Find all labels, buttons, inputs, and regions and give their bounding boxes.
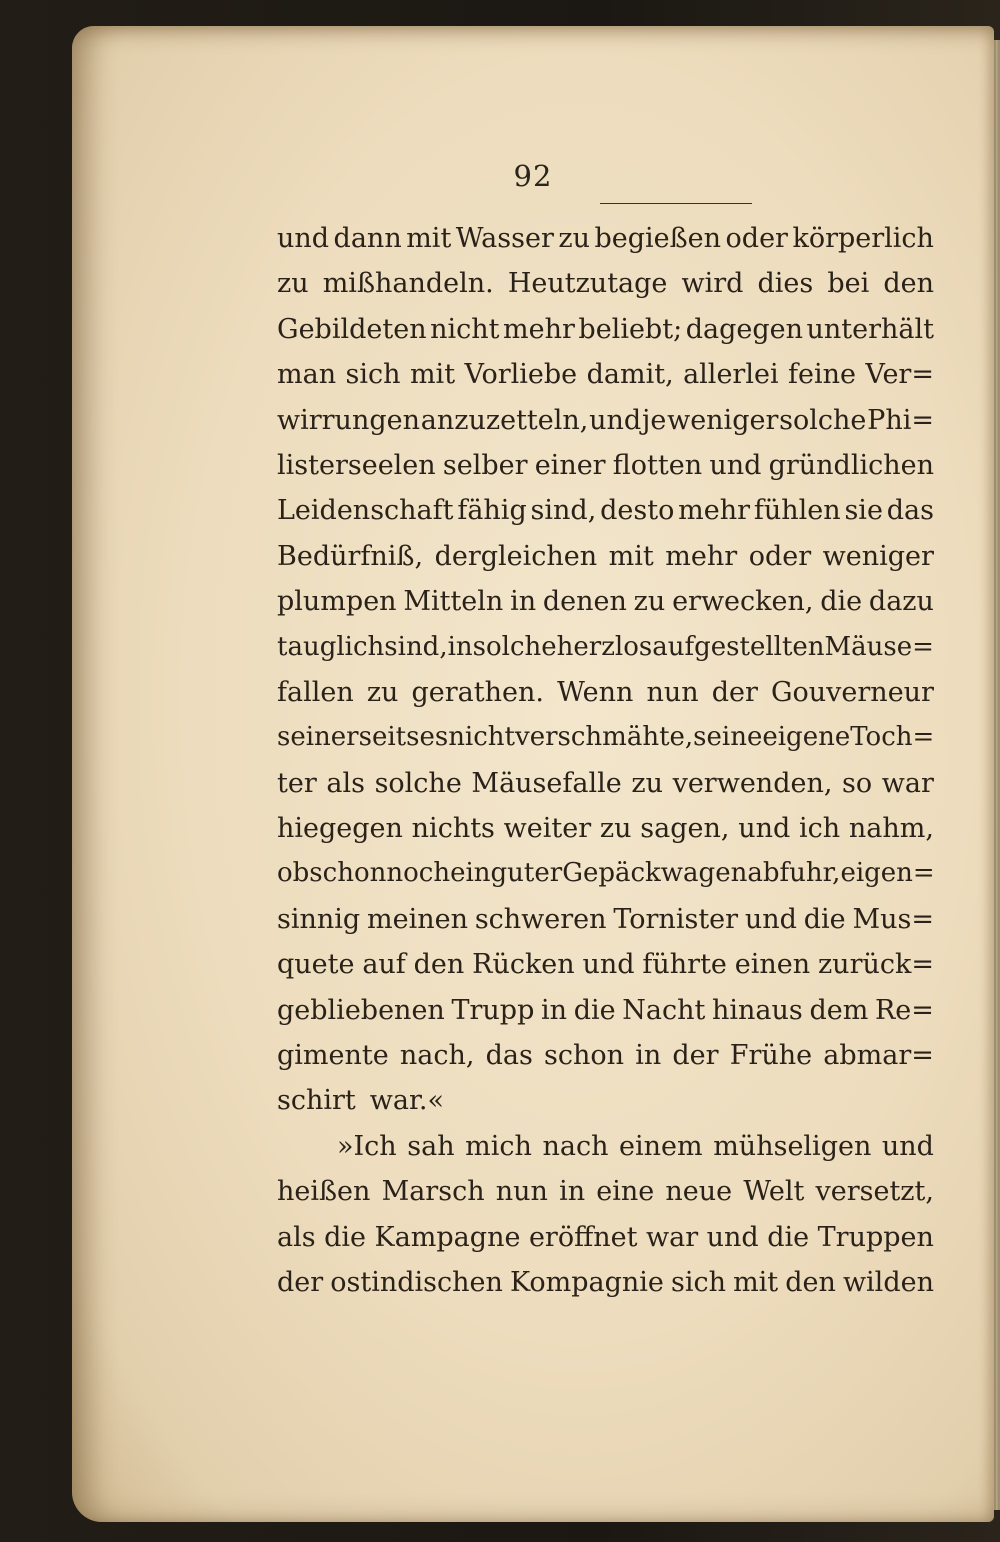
paragraph-end-line — [277, 1078, 934, 1123]
word: der — [277, 1266, 324, 1298]
word: fühlen — [753, 495, 841, 527]
word: zu — [599, 813, 632, 845]
text-line — [277, 261, 934, 306]
word: sie — [844, 495, 883, 527]
word: das — [886, 495, 934, 527]
word: beliebt; — [578, 313, 683, 345]
word: die — [324, 1221, 367, 1253]
word: desto — [600, 495, 675, 527]
word: neue — [665, 1176, 733, 1208]
text-line — [277, 942, 934, 987]
word: weniger — [822, 540, 934, 572]
word: Trupp — [451, 994, 535, 1026]
word: zu — [558, 223, 590, 254]
word: Gebildeten — [277, 313, 427, 345]
word: je — [641, 404, 667, 436]
word: seinerseits — [277, 722, 420, 753]
text-line — [277, 761, 934, 806]
word: als — [277, 1221, 316, 1253]
word: quete — [277, 949, 355, 981]
word: Frühe — [729, 1040, 813, 1072]
word: abfuhr, — [747, 858, 841, 889]
word: fallen — [277, 676, 354, 708]
page-number: 92 — [513, 159, 553, 193]
word: obschon — [277, 858, 387, 889]
word: nach — [542, 1130, 609, 1162]
word: die — [573, 994, 616, 1026]
word: weniger — [667, 404, 779, 436]
word: und — [744, 903, 797, 935]
word: plumpen — [277, 586, 397, 618]
word: Mus= — [852, 903, 934, 935]
text-line — [277, 398, 934, 443]
word: körperlich — [792, 223, 934, 254]
word: ein — [450, 858, 491, 889]
word: zu — [277, 268, 309, 300]
word: sah — [407, 1130, 455, 1162]
word: hiegegen — [277, 813, 403, 845]
word: heißen — [277, 1176, 371, 1208]
word: mehr — [503, 313, 575, 345]
word: fähig — [457, 495, 527, 527]
text-line — [277, 488, 934, 533]
word: solche — [374, 767, 462, 799]
word: ostindischen — [330, 1266, 503, 1298]
word: war — [646, 1221, 699, 1253]
word: weiter — [503, 813, 592, 845]
word: nichts — [411, 813, 495, 845]
word: zu — [633, 586, 666, 618]
word: oder — [725, 223, 788, 254]
word: ich — [799, 813, 841, 845]
word: Heutzutage — [507, 268, 668, 300]
word: eröffnet — [528, 1221, 638, 1253]
word: »Ich — [337, 1130, 397, 1162]
word: so — [842, 767, 873, 799]
word: in — [635, 1040, 662, 1072]
text-line — [277, 352, 934, 397]
word: Kompagnie — [509, 1266, 664, 1298]
word: damit, — [586, 359, 674, 391]
text-line — [277, 216, 934, 261]
word: und — [881, 1130, 934, 1162]
word: einen — [734, 949, 811, 981]
word: nicht — [430, 313, 500, 345]
word: oder — [748, 540, 812, 572]
word: verwenden, — [672, 767, 833, 799]
word: nun — [495, 1176, 548, 1208]
word: dagegen — [685, 313, 803, 345]
word: feine — [788, 359, 856, 391]
word: die — [820, 586, 863, 618]
word: Mäusefalle — [471, 767, 622, 799]
word: wilden — [842, 1266, 934, 1298]
word: den — [883, 268, 934, 300]
word: Wasser — [455, 223, 554, 254]
word: dazu — [868, 586, 934, 618]
text-line — [277, 625, 934, 670]
text-line — [277, 307, 934, 352]
word: Tornister — [613, 903, 739, 935]
word: noch — [386, 858, 451, 889]
word: begießen — [594, 223, 722, 254]
word: tauglich — [277, 631, 385, 662]
word: als — [326, 767, 365, 799]
word: Phi= — [867, 404, 934, 436]
word: der — [672, 1040, 719, 1072]
word: selber — [442, 449, 528, 481]
word: mehr — [678, 495, 751, 527]
word: solche — [779, 404, 867, 436]
word: das — [485, 1040, 533, 1072]
word: unterhält — [806, 313, 934, 345]
word: nicht — [448, 722, 516, 753]
word: denen — [542, 586, 627, 618]
word: den — [785, 1266, 836, 1298]
word: führte — [642, 949, 727, 981]
word: Re= — [874, 994, 934, 1026]
word: und — [582, 949, 635, 981]
word: ter — [277, 767, 317, 799]
word: wirrungen — [277, 404, 420, 436]
word: in — [510, 586, 537, 618]
word: sind, — [384, 631, 448, 662]
word: der — [711, 676, 758, 708]
word: meinen — [367, 903, 468, 935]
word: schweren — [474, 903, 607, 935]
word: bei — [827, 268, 870, 300]
text-line — [277, 897, 934, 942]
word: aufgestellten — [652, 631, 825, 662]
word: zu — [366, 676, 399, 708]
word: gründlichen — [768, 449, 934, 481]
word: Gouverneur — [770, 676, 934, 708]
word: nahm, — [848, 813, 934, 845]
word: sind, — [530, 495, 597, 527]
text-line — [277, 1169, 934, 1214]
text-line — [277, 579, 934, 624]
word: man — [277, 359, 337, 391]
word: gerathen. — [411, 676, 544, 708]
word: Vorliebe — [464, 359, 578, 391]
word: listerseelen — [277, 449, 436, 481]
word: mühseligen — [713, 1130, 872, 1162]
word: Kampagne — [374, 1221, 521, 1253]
text-line — [277, 988, 934, 1033]
word: mit — [608, 540, 654, 572]
word: nun — [646, 676, 699, 708]
word: auf — [362, 949, 406, 981]
word: abmar= — [823, 1040, 934, 1072]
word: und — [709, 449, 762, 481]
word: solche — [472, 631, 557, 662]
word: Leidenschaft — [277, 495, 454, 527]
word: mit — [406, 223, 452, 254]
word: und — [589, 404, 642, 436]
word: Nacht — [622, 994, 706, 1026]
word: verschmähte, — [515, 722, 694, 753]
word: zurück= — [817, 949, 934, 981]
word: Marsch — [381, 1176, 485, 1208]
word: Welt — [743, 1176, 805, 1208]
word: sich — [670, 1266, 726, 1298]
word: erwecken, — [672, 586, 814, 618]
word: Wenn — [557, 676, 634, 708]
text-line — [277, 534, 934, 579]
text-line — [277, 1260, 934, 1305]
text-line — [277, 670, 934, 715]
word: mißhandeln. — [322, 268, 494, 300]
word: gebliebenen — [277, 994, 445, 1026]
word: guter — [490, 858, 563, 889]
paragraph-start-line — [277, 1124, 934, 1169]
text-line — [277, 806, 934, 851]
text-line — [277, 715, 934, 760]
word: Bedürfniß, — [277, 540, 424, 572]
text-line — [277, 443, 934, 488]
word: mich — [465, 1130, 532, 1162]
word: eigen= — [840, 858, 935, 889]
word: Mitteln — [403, 586, 504, 618]
word: mit — [409, 359, 456, 391]
word: Rücken — [472, 949, 575, 981]
word: mit — [733, 1266, 779, 1298]
word: und — [277, 223, 330, 254]
word: Ver= — [865, 359, 934, 391]
word: nach, — [399, 1040, 475, 1072]
word: und — [738, 813, 791, 845]
word: die — [767, 1221, 810, 1253]
word: in — [541, 994, 568, 1026]
word: herzlos — [556, 631, 653, 662]
word: war — [881, 767, 934, 799]
word: versetzt, — [815, 1176, 934, 1208]
word: es — [419, 722, 449, 753]
word: dergleichen — [434, 540, 598, 572]
word: Toch= — [850, 722, 935, 753]
text-line — [277, 1033, 934, 1078]
word: mehr — [665, 540, 738, 572]
word: einer — [534, 449, 606, 481]
word: dann — [333, 223, 402, 254]
word: und — [706, 1221, 759, 1253]
word: Truppen — [817, 1221, 934, 1253]
word: seine — [693, 722, 763, 753]
word: sich — [345, 359, 401, 391]
word: flotten — [612, 449, 703, 481]
word: sinnig — [277, 903, 361, 935]
body-text — [277, 216, 934, 1305]
word: war.« — [369, 1085, 445, 1117]
header-rule — [600, 203, 752, 204]
word: dem — [809, 994, 869, 1026]
word: hinaus — [712, 994, 803, 1026]
word: zu — [631, 767, 663, 799]
word: einem — [619, 1130, 703, 1162]
word: dies — [757, 268, 814, 300]
word: schirt — [277, 1085, 356, 1117]
word: eigene — [762, 722, 851, 753]
word: in — [559, 1176, 586, 1208]
text-line — [277, 1215, 934, 1260]
word: gimente — [277, 1040, 389, 1072]
word: sagen, — [640, 813, 730, 845]
word: Mäuse= — [824, 631, 934, 662]
word: die — [803, 903, 846, 935]
word: wird — [681, 268, 744, 300]
word: in — [447, 631, 473, 662]
word: schon — [544, 1040, 625, 1072]
word: den — [413, 949, 465, 981]
text-line — [277, 851, 934, 896]
word: allerlei — [683, 359, 779, 391]
word: eine — [596, 1176, 655, 1208]
word: anzuzetteln, — [420, 404, 589, 436]
word: Gepäckwagen — [562, 858, 748, 889]
